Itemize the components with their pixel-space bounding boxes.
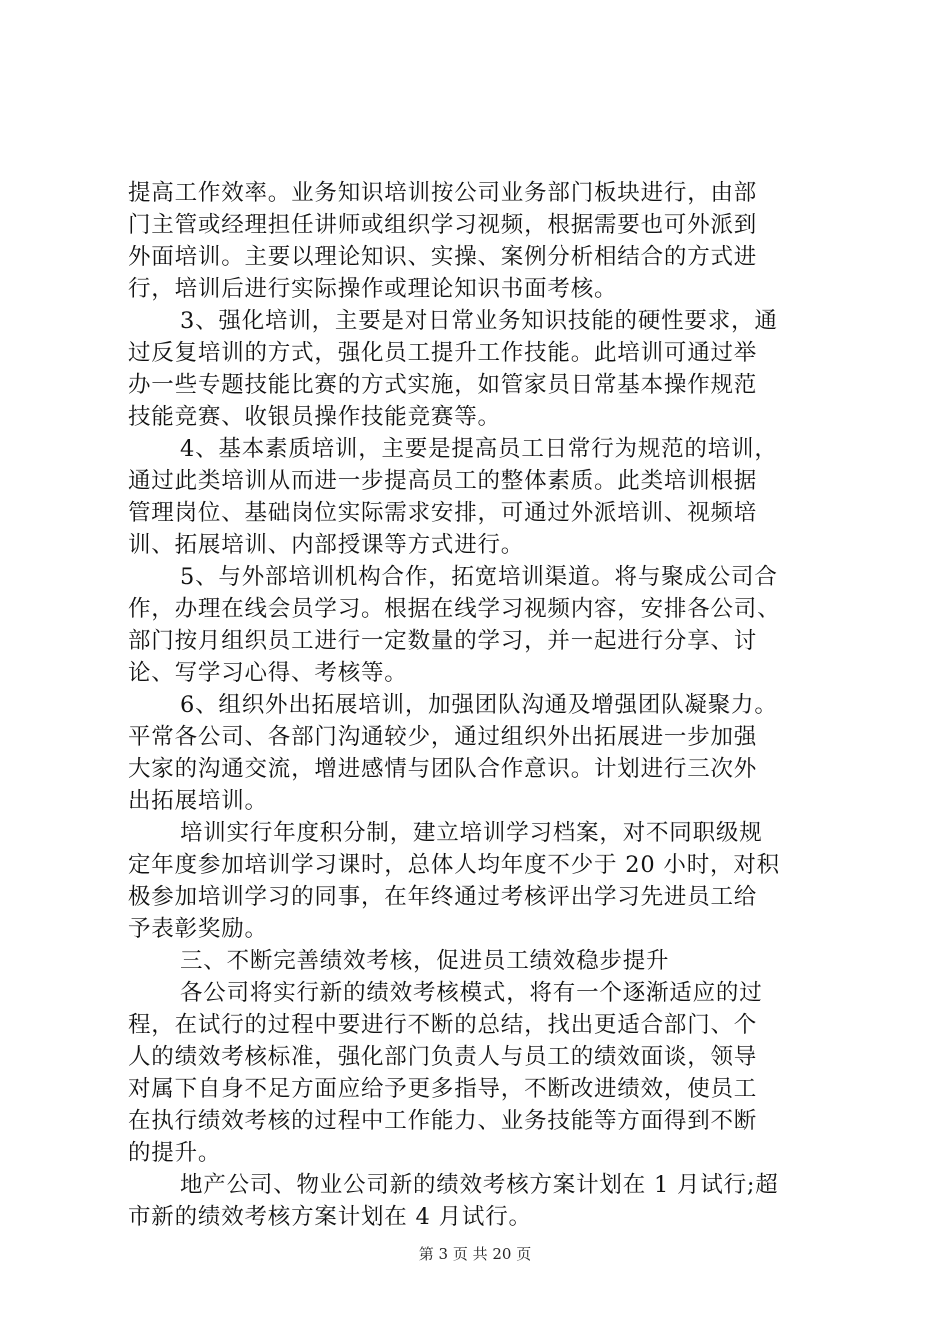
text-line: 出拓展培训。 [128,788,268,814]
text-line: 市新的绩效考核方案计划在 4 月试行。 [128,1204,532,1230]
text-line: 办一些专题技能比赛的方式实施，如管家员日常基本操作规范 [128,372,758,398]
text-line: 提高工作效率。业务知识培训按公司业务部门板块进行，由部 [128,180,758,206]
text-line: 极参加培训学习的同事，在年终通过考核评出学习先进员工给 [128,884,758,910]
page-number-footer: 第 3 页 共 20 页 [418,1245,532,1263]
paragraph-start-line: 4、基本素质培训，主要是提高员工日常行为规范的培训， [180,436,778,462]
text-line: 的提升。 [128,1140,222,1166]
text-line: 论、写学习心得、考核等。 [128,660,408,686]
text-line: 训、拓展培训、内部授课等方式进行。 [128,532,525,558]
paragraph-start-line: 3、强化培训，主要是对日常业务知识技能的硬性要求，通 [180,308,778,334]
paragraph-start-line: 各公司将实行新的绩效考核模式，将有一个逐渐适应的过 [180,980,763,1006]
text-line: 门主管或经理担任讲师或组织学习视频，根据需要也可外派到 [128,212,758,238]
text-line: 技能竞赛、收银员操作技能竞赛等。 [128,404,501,430]
paragraph-start-line: 地产公司、物业公司新的绩效考核方案计划在 1 月试行;超 [180,1172,779,1198]
section-heading: 三、不断完善绩效考核，促进员工绩效稳步提升 [180,948,670,974]
text-line: 部门按月组织员工进行一定数量的学习，并一起进行分享、讨 [128,628,758,654]
text-line: 大家的沟通交流，增进感情与团队合作意识。计划进行三次外 [128,756,758,782]
paragraph-start-line: 6、组织外出拓展培训，加强团队沟通及增强团队凝聚力。 [180,692,778,718]
paragraph-start-line: 培训实行年度积分制，建立培训学习档案，对不同职级规 [180,820,763,846]
text-line: 过反复培训的方式，强化员工提升工作技能。此培训可通过举 [128,340,758,366]
text-line: 通过此类培训从而进一步提高员工的整体素质。此类培训根据 [128,468,758,494]
paragraph-start-line: 5、与外部培训机构合作，拓宽培训渠道。将与聚成公司合 [180,564,778,590]
text-line: 在执行绩效考核的过程中工作能力、业务技能等方面得到不断 [128,1108,758,1134]
text-line: 予表彰奖励。 [128,916,268,942]
text-line: 作，办理在线会员学习。根据在线学习视频内容，安排各公司、 [128,596,781,622]
text-line: 行，培训后进行实际操作或理论知识书面考核。 [128,276,618,302]
text-line: 人的绩效考核标准，强化部门负责人与员工的绩效面谈，领导 [128,1044,758,1070]
text-line: 对属下自身不足方面应给予更多指导，不断改进绩效，使员工 [128,1076,758,1102]
text-line: 定年度参加培训学习课时，总体人均年度不少于 20 小时，对积 [128,852,780,878]
text-line: 管理岗位、基础岗位实际需求安排，可通过外派培训、视频培 [128,500,758,526]
text-line: 程，在试行的过程中要进行不断的总结，找出更适合部门、个 [128,1012,758,1038]
text-line: 平常各公司、各部门沟通较少，通过组织外出拓展进一步加强 [128,724,758,750]
text-line: 外面培训。主要以理论知识、实操、案例分析相结合的方式进 [128,244,758,270]
